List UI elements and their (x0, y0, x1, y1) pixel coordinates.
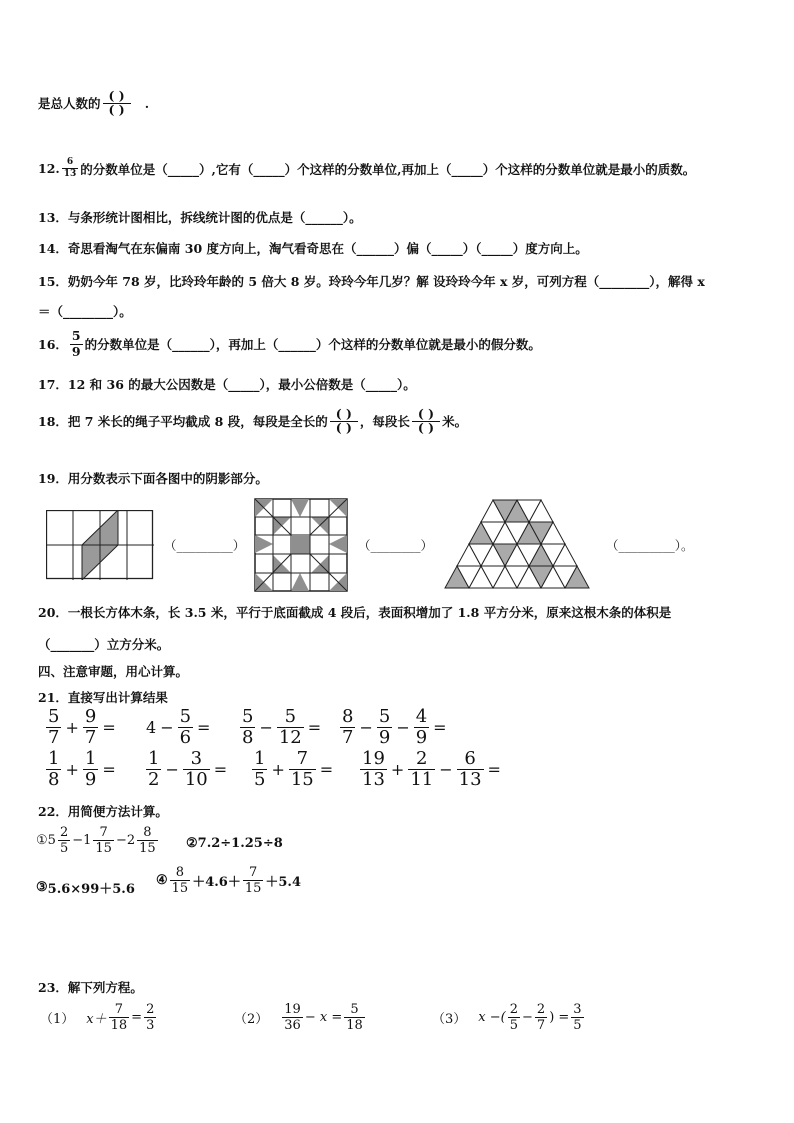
q18-line (38, 408, 467, 434)
q12-frac-num: 6 (66, 157, 74, 167)
q21-title: 21．直接写出计算结果 (38, 690, 168, 705)
q16-text: 的分数单位是（______），再加上（______）个这样的分数单位就是最小的假分数。 (84, 337, 541, 352)
q18-frac1-num: ( ) (335, 406, 352, 421)
q21-r1-b: 4 − $\frac{5}{6}$ = (146, 706, 211, 748)
q18-frac1-den: ( ) (330, 421, 358, 435)
q14-line: 14．奇思看淘气在东偏南 30 度方向上，淘气看奇思在（______）偏（_____）（_____）度方向上。 (38, 241, 588, 256)
q18-frac2-num: ( ) (417, 406, 435, 421)
q16-fraction (70, 330, 83, 358)
section-4-heading: 四、注意审题，用心计算。 (38, 664, 189, 679)
q18-text-c: 米。 (442, 414, 468, 429)
q15-line: 15．奶奶今年 78 岁，比玲玲年龄的 5 倍大 8 岁。玲玲今年几岁？解 设玲玲今年 x 岁，可列方程（________），解得 x (38, 274, 705, 289)
q19-title: 19．用分数表示下面各图中的阴影部分。 (38, 471, 268, 486)
q19-figure-trapezoid (432, 496, 602, 590)
q11-end: . (144, 95, 150, 111)
q21-r1-c: $\frac{5}{8}$ − $\frac{5}{12}$ = (242, 706, 322, 748)
q21-r2-d: $\frac{19}{13}$ + $\frac{2}{11}$ − $\frac{6}{13}$ = (362, 748, 501, 790)
q17-line: 17．12 和 36 的最大公因数是（_____），最小公倍数是（_____）。 (38, 377, 416, 392)
q21-r2-c: $\frac{1}{5}$ + $\frac{7}{15}$ = (254, 748, 334, 790)
q18-fraction-blank-2[interactable] (412, 408, 440, 434)
q23-e3: （3） x −( $\frac{2}{5}$ − $\frac{2}{7}$ ) = $\frac{3}{5}$ (432, 1002, 582, 1033)
q11-fraction-blank[interactable] (103, 90, 131, 116)
q11-frac-den: ( ) (103, 103, 131, 117)
q12-number: 12. (38, 161, 60, 176)
q18-fraction-blank-1[interactable] (330, 408, 358, 434)
q21-r1-a: $\frac{5}{7}$ + $\frac{9}{7}$ = (48, 706, 116, 748)
q11-frac-num: ( ) (108, 88, 125, 103)
q21-r2-a: $\frac{1}{8}$ + $\frac{1}{9}$ = (48, 748, 116, 790)
q19-blank-2[interactable]: （________） (358, 538, 434, 553)
q15-line-2: ＝（________）。 (38, 304, 132, 319)
q12-fraction (62, 158, 79, 179)
q18-text-a: 18．把 7 米长的绳子平均截成 8 段，每段是全长的 (38, 414, 328, 429)
q16-number: 16． (38, 337, 68, 352)
q22-p4: ④ $\frac{8}{15}$ ＋4.6＋ $\frac{7}{15}$ ＋5.4 (156, 865, 301, 896)
q19-blank-3[interactable]: （_________）。 (606, 538, 694, 553)
q19-blank-1[interactable]: （_________） (164, 538, 246, 553)
q22-p3: ③ 5.6×99＋5.6 (36, 880, 135, 897)
q22-title: 22．用简便方法计算。 (38, 804, 168, 819)
q13-line: 13．与条形统计图相比，拆线统计图的优点是（______）。 (38, 210, 362, 225)
q23-e2: （2） $\frac{19}{36}$ − x = $\frac{5}{18}$ (234, 1002, 363, 1033)
q12-frac-den: 13 (63, 169, 77, 179)
q23-e1: （1） x＋ $\frac{7}{18}$ = $\frac{2}{3}$ (40, 1002, 155, 1033)
q18-text-b: ，每段长 (359, 414, 410, 429)
q11-text: 是总人数的 (38, 96, 101, 111)
q21-r2-b: $\frac{1}{2}$ − $\frac{3}{10}$ = (148, 748, 228, 790)
q19-figure-square-pattern (254, 498, 348, 592)
q16-line (38, 330, 541, 358)
q22-p2: ② 7.2÷1.25÷8 (186, 836, 283, 851)
q23-title: 23．解下列方程。 (38, 980, 143, 995)
q20-line: 20．一根长方体木条，长 3.5 米，平行于底面截成 4 段后，表面积增加了 1.8 平方分米，原来这根木条的体积是 (38, 605, 672, 620)
q22-p1: ① 5 $\frac{2}{5}$ −1 $\frac{7}{15}$ −2 $\frac{8}{15}$ (36, 825, 156, 856)
q18-frac2-den: ( ) (412, 421, 440, 435)
q16-frac-den: 9 (71, 343, 81, 359)
q11-line (38, 90, 149, 116)
q16-frac-num: 5 (71, 328, 81, 343)
q19-figure-grid (46, 510, 154, 580)
q12-line (38, 158, 695, 179)
q12-text: 的分数单位是（_____）,它有（_____）个这样的分数单位,再加上（_____）个这样的分数单位就是最小的质数。 (80, 161, 696, 177)
q20-line-2: （_______）立方分米。 (38, 637, 170, 652)
q21-r1-d: $\frac{8}{7}$ − $\frac{5}{9}$ − $\frac{4}{9}$ = (342, 706, 447, 748)
